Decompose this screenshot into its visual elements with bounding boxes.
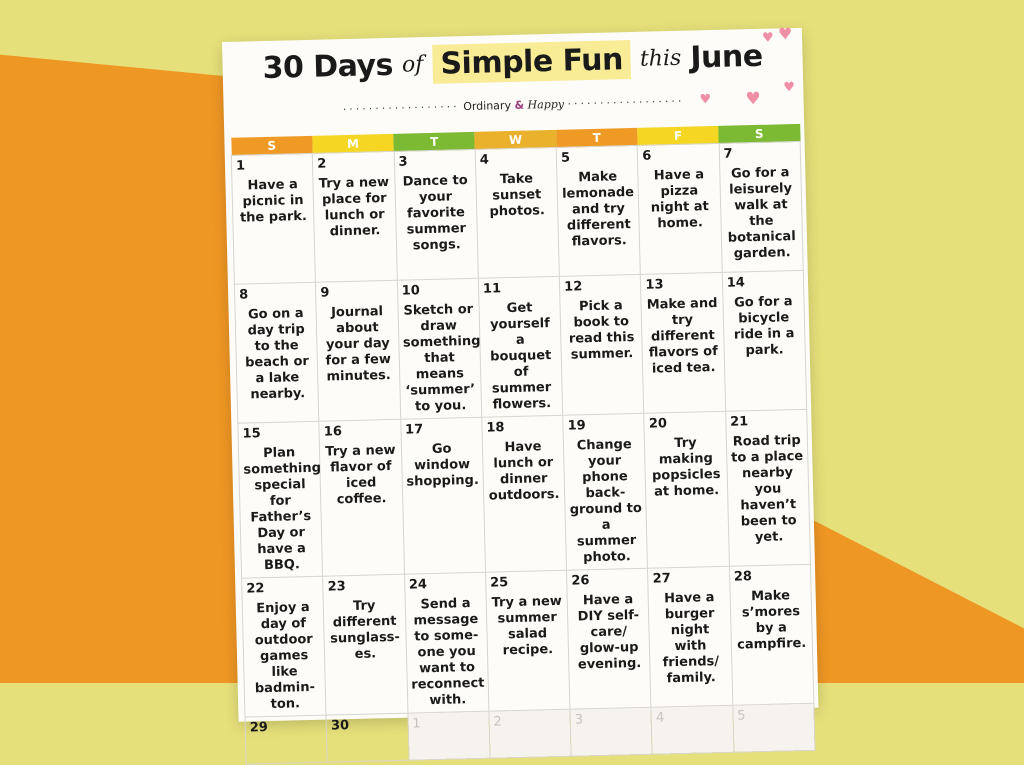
- day-cell: [722, 270, 807, 411]
- day-activity: Dance to your favorite summer songs.: [402, 173, 468, 254]
- day-cell: [648, 566, 733, 707]
- day-number: 7: [723, 146, 733, 162]
- day-cell: [404, 572, 489, 713]
- day-activity: Go for a leisurely walk at the botanical garden.: [727, 165, 796, 262]
- day-cell: [729, 564, 814, 705]
- day-number: 27: [652, 571, 671, 587]
- day-cell: [559, 274, 644, 415]
- day-number: 17: [404, 422, 424, 438]
- weekday-header: M: [312, 134, 394, 153]
- day-activity: Change your phone back-ground to a summer photo.: [569, 437, 643, 566]
- day-activity: Go window shopping.: [406, 441, 480, 490]
- day-number: 23: [327, 579, 346, 595]
- day-cell: [397, 278, 482, 419]
- day-number: 13: [645, 277, 664, 293]
- day-activity: Enjoy a day of outdoor games like badmin-ton.: [254, 600, 316, 713]
- day-number: 2: [493, 714, 503, 730]
- day-cell: [638, 143, 722, 274]
- heart-icon: ♥: [761, 30, 774, 46]
- heart-icon: ♥: [777, 24, 793, 44]
- day-cell: [485, 570, 570, 711]
- day-number: 24: [408, 577, 428, 593]
- day-number: 5: [737, 708, 746, 724]
- day-cell: [238, 421, 323, 578]
- day-cell: [400, 417, 485, 574]
- day-cell: [733, 703, 815, 752]
- day-number: 30: [330, 718, 350, 734]
- title-part-4: this: [639, 45, 682, 72]
- day-number: 2: [317, 156, 327, 172]
- day-cell: [319, 419, 404, 576]
- day-activity: Have a picnic in the park.: [239, 177, 308, 226]
- day-number: 8: [239, 287, 249, 303]
- title-part-3: Simple Fun: [432, 40, 631, 84]
- day-number: 1: [412, 716, 421, 732]
- title-part-1: 30 Days: [262, 47, 394, 87]
- day-activity: Pick a book to read this summer.: [568, 298, 635, 363]
- day-cell: [725, 409, 810, 566]
- week-row: [238, 409, 811, 578]
- day-number: 21: [729, 414, 749, 430]
- day-number: 1: [235, 158, 246, 174]
- day-activity: Take sunset photos.: [489, 171, 546, 220]
- day-cell: [245, 715, 327, 764]
- day-cell: [570, 707, 652, 756]
- subtitle-right: Happy: [527, 97, 565, 112]
- day-number: 9: [320, 285, 330, 301]
- day-cell: [408, 711, 490, 760]
- heart-icon: ♥: [783, 80, 796, 96]
- day-cell: [563, 413, 648, 570]
- day-number: 22: [246, 581, 265, 597]
- day-number: 26: [571, 573, 590, 589]
- weekday-header: T: [556, 128, 638, 147]
- day-number: 10: [401, 283, 420, 299]
- day-number: 5: [560, 150, 571, 166]
- weekday-header: S: [718, 124, 800, 143]
- subtitle-left: Ordinary: [463, 98, 512, 114]
- day-activity: Get yourself a bouquet of summer flowers.: [489, 300, 552, 413]
- day-activity: Road trip to a place nearby you haven’t been to yet.: [730, 432, 804, 546]
- day-number: 15: [242, 426, 261, 442]
- day-cell: [231, 153, 315, 284]
- day-activity: Have a pizza night at home.: [650, 167, 709, 232]
- week-row: [231, 141, 803, 284]
- day-activity: Go for a bicycle ride in a park.: [733, 294, 795, 359]
- day-cell: [326, 713, 408, 762]
- subtitle-divider-right: ··················: [567, 94, 685, 111]
- heart-icon: ♥: [745, 88, 762, 110]
- day-activity: Make and try different flavors of iced tea.: [646, 295, 718, 377]
- title-part-2: of: [401, 52, 424, 78]
- day-number: 18: [486, 420, 505, 436]
- weekday-header: S: [231, 136, 313, 155]
- heart-icon: ♥: [699, 92, 712, 108]
- day-number: 14: [726, 275, 746, 291]
- day-activity: Sketch or draw something that means ‘summer’ to you.: [402, 301, 481, 415]
- day-cell: [313, 151, 397, 282]
- day-cell: [641, 272, 726, 413]
- day-cell: [644, 411, 729, 568]
- calendar-sheet: [222, 24, 818, 736]
- day-activity: Try a new flavor of iced coffee.: [325, 442, 396, 508]
- week-row: [234, 270, 806, 423]
- day-activity: Try different sunglass-es.: [330, 598, 401, 662]
- day-cell: [719, 141, 803, 272]
- calendar-grid: [230, 124, 815, 765]
- day-number: 12: [564, 279, 583, 295]
- day-cell: [475, 147, 559, 278]
- day-activity: Try making popsicles at home.: [651, 435, 721, 500]
- day-number: 19: [567, 418, 586, 434]
- day-number: 29: [249, 720, 269, 736]
- day-cell: [316, 280, 401, 421]
- day-cell: [323, 574, 408, 715]
- day-cell: [567, 568, 652, 709]
- day-number: 28: [733, 569, 753, 585]
- day-number: 16: [323, 424, 343, 440]
- subtitle-amp: &: [514, 98, 525, 112]
- day-cell: [394, 149, 478, 280]
- day-number: 3: [574, 712, 584, 728]
- day-activity: Go on a day trip to the beach or a lake nearby.: [244, 306, 310, 403]
- day-activity: Have lunch or dinner outdoors.: [488, 439, 560, 504]
- day-number: 11: [482, 281, 502, 297]
- day-activity: Journal about your day for a few minutes.: [325, 304, 392, 385]
- day-number: 3: [398, 154, 408, 170]
- day-activity: Have a DIY self-care/ glow-up evening.: [577, 592, 642, 673]
- day-cell: [234, 282, 319, 423]
- day-cell: [478, 276, 563, 417]
- day-number: 4: [479, 152, 490, 168]
- day-activity: Plan something special for Father’s Day or have a BBQ.: [243, 445, 322, 574]
- day-cell: [556, 145, 640, 276]
- day-activity: Make s’mores by a campfire.: [736, 588, 807, 653]
- day-cell: [489, 709, 571, 758]
- day-activity: Try a new place for lunch or dinner.: [318, 174, 390, 240]
- day-activity: Send a message to some-one you want to reconnect with.: [411, 596, 485, 709]
- day-activity: Make lemonade and try different flavors.: [561, 169, 635, 250]
- day-number: 6: [642, 148, 652, 164]
- day-cell: [242, 576, 327, 717]
- day-cell: [651, 705, 733, 754]
- day-cell: [482, 415, 567, 572]
- title-part-5: June: [689, 38, 763, 76]
- week-row: [242, 564, 814, 717]
- day-number: 4: [655, 710, 665, 726]
- weekday-header: F: [637, 126, 719, 145]
- weekday-header: T: [393, 132, 475, 151]
- weekday-header: W: [475, 130, 557, 149]
- subtitle-divider-left: ··················: [342, 100, 460, 117]
- day-activity: Try a new summer salad recipe.: [491, 593, 563, 659]
- day-number: 25: [489, 575, 509, 591]
- day-number: 20: [648, 416, 668, 432]
- day-activity: Have a burger night with friends/ family.: [662, 590, 720, 687]
